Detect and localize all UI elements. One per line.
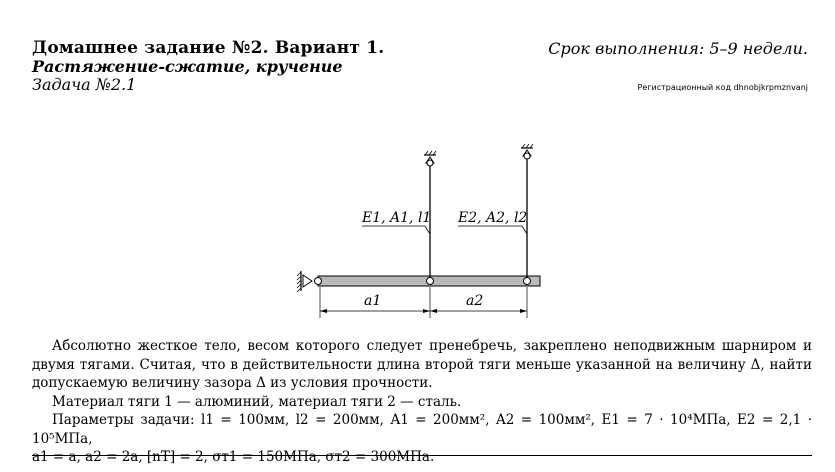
bottom-rule: [32, 455, 812, 456]
task-number: Задача №2.1: [32, 75, 137, 94]
dimension-lines: [320, 287, 527, 318]
rod-1-label: E1, A1, l1: [362, 210, 432, 226]
problem-text: [32, 337, 812, 467]
problem-description: Абсолютно жесткое тело, весом которого следует пренебречь, закреплено неподвижным шарниром и двумя тягами. Считая, что в действительности длина второй тяги меньше указанной на величину Δ, найти допускаемую величину зазора Δ из условия прочности.: [32, 338, 812, 391]
problem-params-line2: a1 = a, a2 = 2a, [nT] = 2, σт1 = 150МПа, σт2 = 300МПа.: [32, 449, 435, 465]
dimension-a1-label: a1: [364, 293, 382, 309]
problem-materials: Материал тяги 1 — алюминий, материал тяги 2 — сталь.: [52, 393, 462, 410]
deadline-text: Срок выполнения: 5–9 недели.: [548, 39, 808, 58]
problem-params-line1: Параметры задачи: l1 = 100мм, l2 = 200мм, A1 = 200мм², A2 = 100мм², E1 = 7 · 10⁴МПа, E2 = 2,1 · 10⁵МПа,: [32, 412, 812, 447]
dimension-a2-label: a2: [466, 293, 484, 309]
rod-2-label: E2, A2, l2: [458, 210, 528, 226]
page-title: Домашнее задание №2. Вариант 1.: [32, 38, 385, 58]
pin-support: [297, 271, 322, 292]
registration-code: Регистрационный код dhnobjkrpmznvanj: [637, 83, 808, 92]
page-subtitle: Растяжение-сжатие, кручение: [32, 57, 343, 76]
